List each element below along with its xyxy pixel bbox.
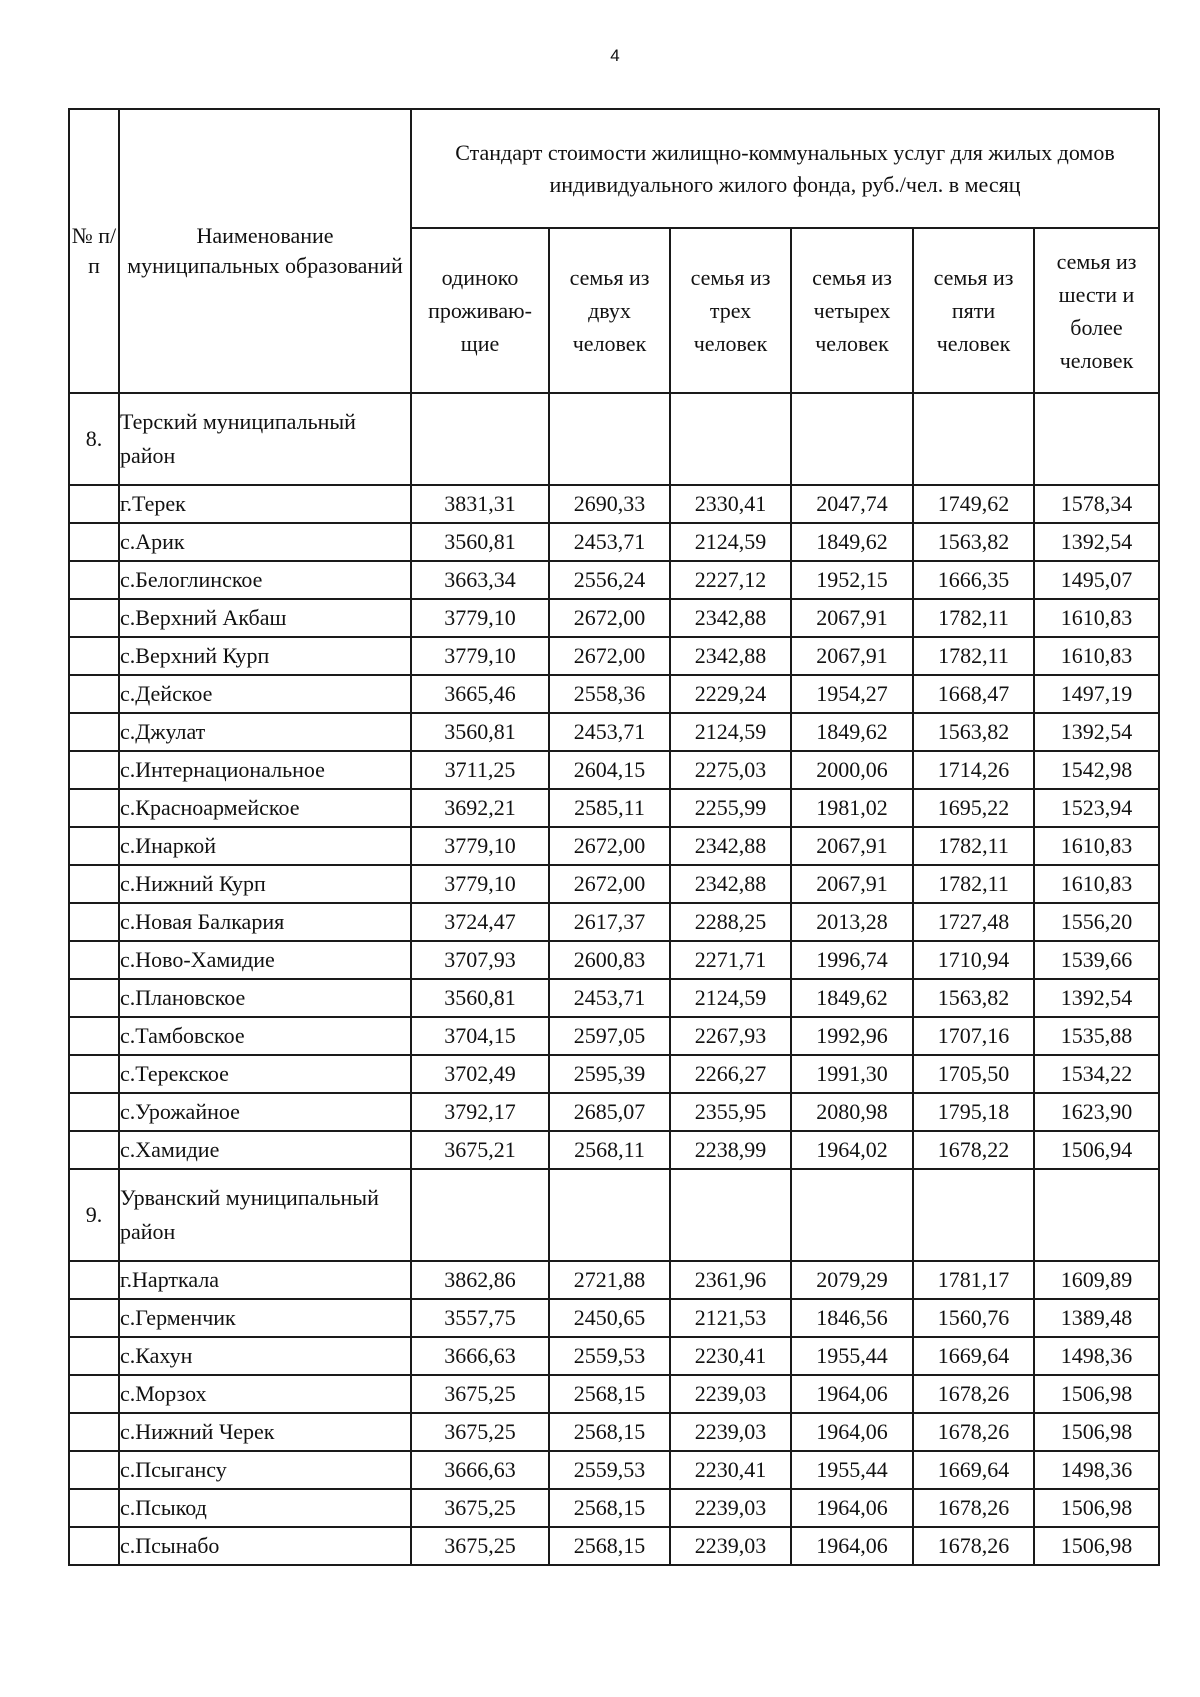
cost-family-4: 1964,06 xyxy=(791,1527,913,1565)
cost-family-5: 1707,16 xyxy=(913,1017,1034,1055)
cost-family-6plus: 1542,98 xyxy=(1034,751,1159,789)
table-row xyxy=(69,1337,1159,1375)
row-number-cell xyxy=(69,941,119,979)
cost-family-3: 2266,27 xyxy=(670,1055,791,1093)
cost-family-5: 1782,11 xyxy=(913,865,1034,903)
table-row xyxy=(69,675,1159,713)
table-row xyxy=(69,1055,1159,1093)
cost-family-6plus: 1392,54 xyxy=(1034,713,1159,751)
cost-family-4: 1964,02 xyxy=(791,1131,913,1169)
cost-single: 3663,34 xyxy=(411,561,549,599)
cost-family-2: 2672,00 xyxy=(549,865,670,903)
table-row xyxy=(69,865,1159,903)
cost-family-6plus: 1610,83 xyxy=(1034,827,1159,865)
cost-single: 3792,17 xyxy=(411,1093,549,1131)
section-number: 9. xyxy=(69,1169,119,1261)
row-number-cell xyxy=(69,979,119,1017)
table-body xyxy=(69,393,1159,1565)
table-row xyxy=(69,903,1159,941)
settlement-name: г.Терек xyxy=(119,485,411,523)
settlement-name: с.Плановское xyxy=(119,979,411,1017)
settlement-name: с.Верхний Курп xyxy=(119,637,411,675)
cost-family-2: 2568,15 xyxy=(549,1527,670,1565)
cost-single: 3560,81 xyxy=(411,713,549,751)
section-row xyxy=(69,1169,1159,1261)
cost-family-6plus: 1506,98 xyxy=(1034,1527,1159,1565)
settlement-name: с.Новая Балкария xyxy=(119,903,411,941)
cost-single: 3675,21 xyxy=(411,1131,549,1169)
cost-family-3: 2355,95 xyxy=(670,1093,791,1131)
header-cost-standard: Стандарт стоимости жилищно-коммунальных услуг для жилых домов индивидуального жилого фонда, руб./чел. в месяц xyxy=(411,109,1159,228)
row-number-cell xyxy=(69,1451,119,1489)
cost-family-6plus: 1535,88 xyxy=(1034,1017,1159,1055)
header-col-single: одиноко проживаю-щие xyxy=(411,228,549,393)
cost-family-2: 2672,00 xyxy=(549,599,670,637)
cost-family-4: 2013,28 xyxy=(791,903,913,941)
cost-family-4: 1996,74 xyxy=(791,941,913,979)
table-row xyxy=(69,1299,1159,1337)
cost-family-4: 2080,98 xyxy=(791,1093,913,1131)
settlement-name: с.Белоглинское xyxy=(119,561,411,599)
cost-family-4: 2067,91 xyxy=(791,637,913,675)
section-empty-cell xyxy=(1034,1169,1159,1261)
cost-family-6plus: 1495,07 xyxy=(1034,561,1159,599)
cost-family-6plus: 1389,48 xyxy=(1034,1299,1159,1337)
table-row xyxy=(69,979,1159,1017)
cost-family-4: 1849,62 xyxy=(791,979,913,1017)
cost-family-5: 1678,26 xyxy=(913,1489,1034,1527)
settlement-name: г.Нарткала xyxy=(119,1261,411,1299)
cost-family-3: 2267,93 xyxy=(670,1017,791,1055)
row-number-cell xyxy=(69,903,119,941)
row-number-cell xyxy=(69,561,119,599)
cost-family-2: 2453,71 xyxy=(549,979,670,1017)
cost-family-4: 1955,44 xyxy=(791,1337,913,1375)
row-number-cell xyxy=(69,1299,119,1337)
cost-family-3: 2227,12 xyxy=(670,561,791,599)
cost-family-4: 1849,62 xyxy=(791,713,913,751)
cost-family-5: 1678,26 xyxy=(913,1527,1034,1565)
cost-family-5: 1678,22 xyxy=(913,1131,1034,1169)
cost-family-4: 2000,06 xyxy=(791,751,913,789)
cost-family-4: 1964,06 xyxy=(791,1375,913,1413)
section-empty-cell xyxy=(670,393,791,485)
table-row xyxy=(69,713,1159,751)
cost-family-2: 2558,36 xyxy=(549,675,670,713)
cost-family-5: 1669,64 xyxy=(913,1451,1034,1489)
table-row xyxy=(69,485,1159,523)
cost-family-4: 1991,30 xyxy=(791,1055,913,1093)
cost-single: 3831,31 xyxy=(411,485,549,523)
cost-single: 3862,86 xyxy=(411,1261,549,1299)
cost-family-2: 2604,15 xyxy=(549,751,670,789)
cost-single: 3666,63 xyxy=(411,1451,549,1489)
row-number-cell xyxy=(69,1131,119,1169)
cost-family-5: 1795,18 xyxy=(913,1093,1034,1131)
cost-single: 3779,10 xyxy=(411,599,549,637)
cost-family-6plus: 1610,83 xyxy=(1034,865,1159,903)
cost-family-6plus: 1610,83 xyxy=(1034,637,1159,675)
section-empty-cell xyxy=(913,1169,1034,1261)
table-row xyxy=(69,1093,1159,1131)
cost-family-4: 1992,96 xyxy=(791,1017,913,1055)
cost-family-5: 1563,82 xyxy=(913,523,1034,561)
cost-family-2: 2559,53 xyxy=(549,1337,670,1375)
cost-family-3: 2239,03 xyxy=(670,1413,791,1451)
cost-family-6plus: 1392,54 xyxy=(1034,523,1159,561)
cost-family-4: 1981,02 xyxy=(791,789,913,827)
settlement-name: с.Хамидие xyxy=(119,1131,411,1169)
cost-family-2: 2595,39 xyxy=(549,1055,670,1093)
cost-family-3: 2288,25 xyxy=(670,903,791,941)
header-col-family-6plus: семья из шести и более человек xyxy=(1034,228,1159,393)
cost-family-6plus: 1506,94 xyxy=(1034,1131,1159,1169)
table-row xyxy=(69,1261,1159,1299)
cost-family-2: 2600,83 xyxy=(549,941,670,979)
cost-family-2: 2672,00 xyxy=(549,637,670,675)
cost-standard-table xyxy=(68,108,1160,1566)
settlement-name: с.Красноармейское xyxy=(119,789,411,827)
section-row xyxy=(69,393,1159,485)
cost-single: 3779,10 xyxy=(411,827,549,865)
cost-family-6plus: 1609,89 xyxy=(1034,1261,1159,1299)
cost-family-3: 2239,03 xyxy=(670,1489,791,1527)
cost-family-2: 2453,71 xyxy=(549,713,670,751)
cost-family-5: 1678,26 xyxy=(913,1375,1034,1413)
cost-family-2: 2568,15 xyxy=(549,1413,670,1451)
row-number-cell xyxy=(69,713,119,751)
section-title: Урванский муниципальный район xyxy=(119,1169,411,1261)
cost-single: 3675,25 xyxy=(411,1413,549,1451)
cost-family-3: 2239,03 xyxy=(670,1527,791,1565)
section-empty-cell xyxy=(670,1169,791,1261)
cost-single: 3560,81 xyxy=(411,979,549,1017)
cost-family-2: 2450,65 xyxy=(549,1299,670,1337)
settlement-name: с.Кахун xyxy=(119,1337,411,1375)
cost-family-5: 1710,94 xyxy=(913,941,1034,979)
cost-family-3: 2238,99 xyxy=(670,1131,791,1169)
cost-family-6plus: 1506,98 xyxy=(1034,1489,1159,1527)
cost-family-2: 2568,15 xyxy=(549,1489,670,1527)
row-number-cell xyxy=(69,1413,119,1451)
page-number: 4 xyxy=(610,46,620,65)
cost-family-6plus: 1506,98 xyxy=(1034,1413,1159,1451)
cost-family-3: 2124,59 xyxy=(670,523,791,561)
cost-family-5: 1782,11 xyxy=(913,827,1034,865)
cost-single: 3675,25 xyxy=(411,1527,549,1565)
table-row xyxy=(69,561,1159,599)
settlement-name: с.Дейское xyxy=(119,675,411,713)
cost-family-4: 2079,29 xyxy=(791,1261,913,1299)
cost-family-5: 1563,82 xyxy=(913,713,1034,751)
cost-family-2: 2721,88 xyxy=(549,1261,670,1299)
row-number-cell xyxy=(69,599,119,637)
cost-family-2: 2690,33 xyxy=(549,485,670,523)
table-row xyxy=(69,523,1159,561)
cost-family-2: 2559,53 xyxy=(549,1451,670,1489)
row-number-cell xyxy=(69,827,119,865)
cost-single: 3557,75 xyxy=(411,1299,549,1337)
table-row xyxy=(69,1413,1159,1451)
cost-single: 3779,10 xyxy=(411,865,549,903)
cost-family-3: 2342,88 xyxy=(670,827,791,865)
section-empty-cell xyxy=(411,1169,549,1261)
cost-family-6plus: 1506,98 xyxy=(1034,1375,1159,1413)
cost-family-4: 2067,91 xyxy=(791,827,913,865)
cost-family-3: 2271,71 xyxy=(670,941,791,979)
cost-family-4: 2047,74 xyxy=(791,485,913,523)
cost-single: 3711,25 xyxy=(411,751,549,789)
cost-family-6plus: 1498,36 xyxy=(1034,1451,1159,1489)
settlement-name: с.Морзох xyxy=(119,1375,411,1413)
row-number-cell xyxy=(69,1337,119,1375)
table-row xyxy=(69,1017,1159,1055)
cost-single: 3707,93 xyxy=(411,941,549,979)
cost-single: 3779,10 xyxy=(411,637,549,675)
header-col-family-5: семья из пяти человек xyxy=(913,228,1034,393)
cost-family-5: 1669,64 xyxy=(913,1337,1034,1375)
cost-family-2: 2672,00 xyxy=(549,827,670,865)
row-number-cell xyxy=(69,1375,119,1413)
cost-family-6plus: 1539,66 xyxy=(1034,941,1159,979)
cost-single: 3675,25 xyxy=(411,1375,549,1413)
settlement-name: с.Инаркой xyxy=(119,827,411,865)
cost-family-3: 2342,88 xyxy=(670,865,791,903)
row-number-cell xyxy=(69,1261,119,1299)
cost-family-4: 2067,91 xyxy=(791,599,913,637)
cost-family-3: 2230,41 xyxy=(670,1451,791,1489)
cost-family-6plus: 1534,22 xyxy=(1034,1055,1159,1093)
cost-family-6plus: 1578,34 xyxy=(1034,485,1159,523)
settlement-name: с.Нижний Курп xyxy=(119,865,411,903)
cost-family-5: 1727,48 xyxy=(913,903,1034,941)
cost-family-6plus: 1392,54 xyxy=(1034,979,1159,1017)
row-number-cell xyxy=(69,1017,119,1055)
cost-family-3: 2239,03 xyxy=(670,1375,791,1413)
cost-family-2: 2597,05 xyxy=(549,1017,670,1055)
row-number-cell xyxy=(69,1055,119,1093)
cost-family-5: 1705,50 xyxy=(913,1055,1034,1093)
table-row xyxy=(69,1489,1159,1527)
cost-family-5: 1668,47 xyxy=(913,675,1034,713)
table-row xyxy=(69,637,1159,675)
table-row xyxy=(69,827,1159,865)
section-empty-cell xyxy=(1034,393,1159,485)
cost-family-2: 2453,71 xyxy=(549,523,670,561)
section-empty-cell xyxy=(791,1169,913,1261)
cost-family-2: 2556,24 xyxy=(549,561,670,599)
cost-family-2: 2585,11 xyxy=(549,789,670,827)
cost-family-3: 2342,88 xyxy=(670,637,791,675)
cost-family-2: 2568,11 xyxy=(549,1131,670,1169)
cost-family-3: 2361,96 xyxy=(670,1261,791,1299)
row-number-cell xyxy=(69,751,119,789)
cost-family-3: 2230,41 xyxy=(670,1337,791,1375)
settlement-name: с.Тамбовское xyxy=(119,1017,411,1055)
cost-family-4: 1964,06 xyxy=(791,1413,913,1451)
header-municipality-name: Наименование муниципальных образований xyxy=(119,109,411,393)
settlement-name: с.Арик xyxy=(119,523,411,561)
cost-family-3: 2124,59 xyxy=(670,979,791,1017)
cost-family-3: 2342,88 xyxy=(670,599,791,637)
header-col-family-2: семья из двух человек xyxy=(549,228,670,393)
cost-family-2: 2617,37 xyxy=(549,903,670,941)
cost-single: 3666,63 xyxy=(411,1337,549,1375)
cost-family-5: 1695,22 xyxy=(913,789,1034,827)
cost-single: 3560,81 xyxy=(411,523,549,561)
cost-family-4: 1849,62 xyxy=(791,523,913,561)
cost-family-4: 1955,44 xyxy=(791,1451,913,1489)
settlement-name: с.Джулат xyxy=(119,713,411,751)
cost-family-4: 2067,91 xyxy=(791,865,913,903)
cost-single: 3724,47 xyxy=(411,903,549,941)
settlement-name: с.Терекское xyxy=(119,1055,411,1093)
cost-family-6plus: 1523,94 xyxy=(1034,789,1159,827)
cost-family-3: 2275,03 xyxy=(670,751,791,789)
section-empty-cell xyxy=(411,393,549,485)
cost-family-6plus: 1623,90 xyxy=(1034,1093,1159,1131)
settlement-name: с.Нижний Черек xyxy=(119,1413,411,1451)
table-row xyxy=(69,599,1159,637)
cost-family-5: 1781,17 xyxy=(913,1261,1034,1299)
table-row xyxy=(69,941,1159,979)
cost-family-5: 1714,26 xyxy=(913,751,1034,789)
cost-single: 3704,15 xyxy=(411,1017,549,1055)
cost-family-5: 1749,62 xyxy=(913,485,1034,523)
cost-family-5: 1782,11 xyxy=(913,599,1034,637)
cost-single: 3692,21 xyxy=(411,789,549,827)
settlement-name: с.Ново-Хамидие xyxy=(119,941,411,979)
cost-family-3: 2229,24 xyxy=(670,675,791,713)
row-number-cell xyxy=(69,1093,119,1131)
cost-family-5: 1560,76 xyxy=(913,1299,1034,1337)
cost-family-3: 2124,59 xyxy=(670,713,791,751)
settlement-name: с.Урожайное xyxy=(119,1093,411,1131)
cost-family-5: 1563,82 xyxy=(913,979,1034,1017)
row-number-cell xyxy=(69,789,119,827)
settlement-name: с.Псыкод xyxy=(119,1489,411,1527)
cost-family-4: 1846,56 xyxy=(791,1299,913,1337)
cost-single: 3665,46 xyxy=(411,675,549,713)
table-row xyxy=(69,1451,1159,1489)
cost-family-6plus: 1556,20 xyxy=(1034,903,1159,941)
table-row xyxy=(69,751,1159,789)
table-row xyxy=(69,1131,1159,1169)
cost-family-4: 1952,15 xyxy=(791,561,913,599)
row-number-cell xyxy=(69,485,119,523)
row-number-cell xyxy=(69,1527,119,1565)
header-number: № п/п xyxy=(69,109,119,393)
cost-family-6plus: 1610,83 xyxy=(1034,599,1159,637)
cost-family-2: 2685,07 xyxy=(549,1093,670,1131)
settlement-name: с.Верхний Акбаш xyxy=(119,599,411,637)
cost-family-2: 2568,15 xyxy=(549,1375,670,1413)
settlement-name: с.Интернациональное xyxy=(119,751,411,789)
table-header xyxy=(69,109,1159,393)
table-row xyxy=(69,1375,1159,1413)
row-number-cell xyxy=(69,865,119,903)
cost-family-5: 1666,35 xyxy=(913,561,1034,599)
header-col-family-4: семья из четырех человек xyxy=(791,228,913,393)
section-empty-cell xyxy=(549,393,670,485)
cost-family-3: 2255,99 xyxy=(670,789,791,827)
row-number-cell xyxy=(69,1489,119,1527)
settlement-name: с.Герменчик xyxy=(119,1299,411,1337)
section-empty-cell xyxy=(791,393,913,485)
header-col-family-3: семья из трех человек xyxy=(670,228,791,393)
row-number-cell xyxy=(69,523,119,561)
cost-family-3: 2330,41 xyxy=(670,485,791,523)
cost-family-6plus: 1498,36 xyxy=(1034,1337,1159,1375)
cost-single: 3675,25 xyxy=(411,1489,549,1527)
settlement-name: с.Псынабо xyxy=(119,1527,411,1565)
cost-family-5: 1678,26 xyxy=(913,1413,1034,1451)
section-empty-cell xyxy=(913,393,1034,485)
settlement-name: с.Псыгансу xyxy=(119,1451,411,1489)
cost-family-6plus: 1497,19 xyxy=(1034,675,1159,713)
cost-single: 3702,49 xyxy=(411,1055,549,1093)
cost-family-4: 1964,06 xyxy=(791,1489,913,1527)
table-row xyxy=(69,789,1159,827)
section-number: 8. xyxy=(69,393,119,485)
section-title: Терский муниципальный район xyxy=(119,393,411,485)
table-row xyxy=(69,1527,1159,1565)
cost-family-3: 2121,53 xyxy=(670,1299,791,1337)
row-number-cell xyxy=(69,675,119,713)
section-empty-cell xyxy=(549,1169,670,1261)
row-number-cell xyxy=(69,637,119,675)
cost-family-5: 1782,11 xyxy=(913,637,1034,675)
cost-family-4: 1954,27 xyxy=(791,675,913,713)
